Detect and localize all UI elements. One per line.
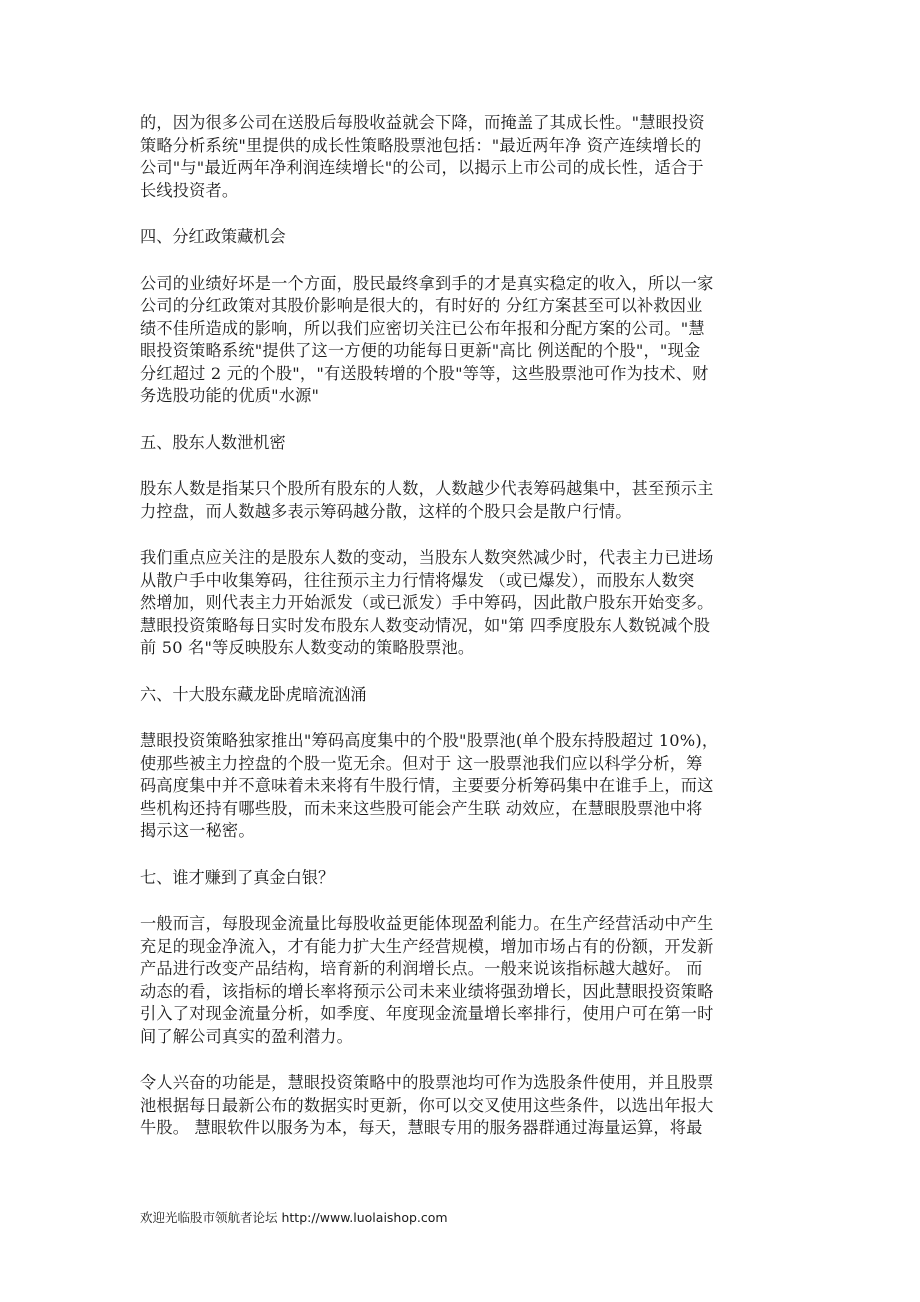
paragraph-line: 眼投资策略系统"提供了这一方便的功能每日更新"高比 例送配的个股"，"现金 — [140, 341, 701, 360]
paragraph-line: 一般而言，每股现金流量比每股收益更能体现盈利能力。在生产经营活动中产生 — [140, 914, 714, 933]
paragraph-line: 牛股。 慧眼软件以服务为本，每天，慧眼专用的服务器群通过海量运算，将最 — [140, 1118, 703, 1137]
section-heading: 五、股东人数泄机密 — [140, 432, 286, 452]
paragraph-line: 使那些被主力控盘的个股一览无余。但对于 这一股票池我们应以科学分析，筹 — [140, 753, 703, 773]
paragraph-line: 前 50 名"等反映股东人数变动的策略股票池。 — [140, 638, 475, 657]
paragraph-line: 公司的分红政策对其股价影响是很大的，有时好的 分红方案甚至可以补救因业 — [140, 296, 703, 315]
section-heading: 七、谁才赚到了真金白银？ — [140, 867, 335, 887]
paragraph-line: 从散户手中收集筹码，往往预示主力行情将爆发 （或已爆发），而股东人数突 — [140, 570, 695, 590]
paragraph-line: 码高度集中并不意味着未来将有牛股行情，主要要分析筹码集中在谁手上，而这 — [140, 776, 714, 795]
paragraph — [140, 112, 788, 202]
paragraph — [140, 913, 788, 1048]
paragraph-line: 的，因为很多公司在送股后每股收益就会下降，而掩盖了其成长性。"慧眼投资 — [140, 113, 705, 132]
paragraph-line: 慧眼投资策略独家推出"筹码高度集中的个股"股票池(单个股东持股超过 10%)， — [140, 731, 719, 750]
paragraph-line: 间了解公司真实的盈利潜力。 — [140, 1026, 354, 1046]
paragraph-line: 充足的现金净流入，才有能力扩大生产经营规模，增加市场占有的份额，开发新 — [140, 936, 714, 956]
paragraph-line: 令人兴奋的功能是，慧眼投资策略中的股票池均可作为选股条件使用，并且股票 — [140, 1073, 714, 1092]
section-heading: 四、分红政策藏机会 — [140, 227, 286, 246]
paragraph-line: 然增加，则代表主力开始派发（或已派发）手中筹码，因此散户股东开始变多。 — [140, 593, 714, 612]
paragraph — [140, 547, 788, 660]
paragraph-line: 股东人数是指某只个股所有股东的人数，人数越少代表筹码越集中，甚至预示主 — [140, 479, 714, 498]
paragraph-line: 慧眼投资策略每日实时发布股东人数变动情况，如"第 四季度股东人数锐减个股 — [140, 615, 711, 635]
paragraph — [140, 273, 788, 408]
paragraph-line: 揭示这一秘密。 — [140, 821, 255, 840]
paragraph-line: 产品进行改变产品结构，培育新的利润增长点。一般来说该指标越大越好。 而 — [140, 959, 703, 978]
page-footer: 欢迎光临股市领航者论坛 http://www.luolaishop.com — [140, 1210, 448, 1225]
paragraph-line: 引入了对现金流量分析，如季度、年度现金流量增长率排行，使用户可在第一时 — [140, 1004, 714, 1023]
paragraph-line: 绩不佳所造成的影响，所以我们应密切关注已公布年报和分配方案的公司。"慧 — [140, 318, 705, 338]
paragraph-line: 策略分析系统"里提供的成长性策略股票池包括："最近两年净 资产连续增长的 — [140, 135, 702, 155]
paragraph-line: 长线投资者。 — [140, 180, 239, 200]
document-body — [140, 112, 788, 1164]
section-heading: 六、十大股东藏龙卧虎暗流汹涌 — [140, 684, 367, 704]
paragraph-line: 分红超过 2 元的个股"，"有送股转增的个股"等等，这些股票池可作为技术、财 — [140, 363, 709, 383]
paragraph-line: 动态的看，该指标的增长率将预示公司未来业绩将强劲增长，因此慧眼投资策略 — [140, 981, 714, 1001]
paragraph-line: 力控盘，而人数越多表示筹码越分散，这样的个股只会是散户行情。 — [140, 501, 632, 521]
paragraph — [140, 1072, 788, 1140]
paragraph-line: 些机构还持有哪些股，而未来这些股可能会产生联 动效应，在慧眼股票池中将 — [140, 798, 703, 818]
paragraph-line: 池根据每日最新公布的数据实时更新，你可以交叉使用这些条件，以选出年报大 — [140, 1095, 714, 1115]
paragraph — [140, 478, 788, 523]
paragraph — [140, 730, 788, 843]
paragraph-line: 公司的业绩好坏是一个方面，股民最终拿到手的才是真实稳定的收入，所以一家 — [140, 273, 714, 293]
paragraph-line: 我们重点应关注的是股东人数的变动，当股东人数突然减少时，代表主力已进场 — [140, 548, 714, 567]
paragraph-line: 公司"与"最近两年净利润连续增长"的公司，以揭示上市公司的成长性，适合于 — [140, 158, 704, 177]
paragraph-line: 务选股功能的优质"水源" — [140, 386, 320, 405]
